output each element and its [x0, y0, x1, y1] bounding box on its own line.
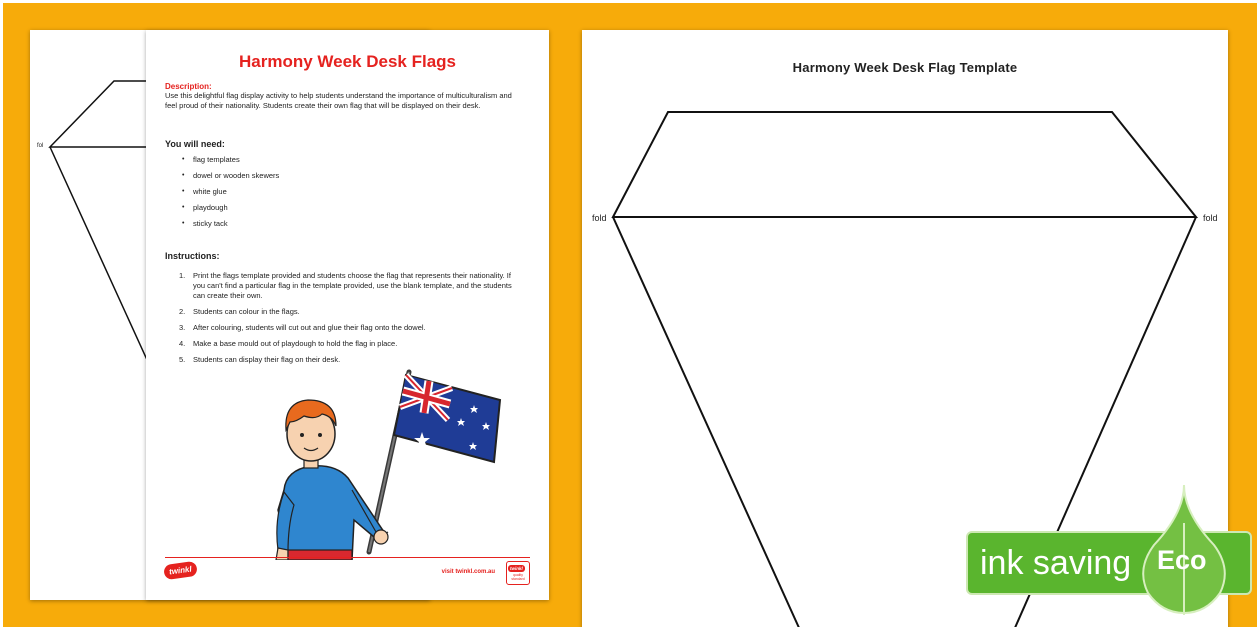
- fold-label-left: fold: [592, 213, 607, 223]
- list-item: • flag templates: [176, 155, 279, 171]
- you-will-need-label: You will need:: [165, 139, 225, 149]
- instructions-list: [165, 271, 525, 371]
- list-item: • white glue: [176, 187, 279, 203]
- list-item: [165, 339, 525, 349]
- list-item: • dowel or wooden skewers: [176, 171, 279, 187]
- list-item: [165, 307, 525, 317]
- list-item: [165, 271, 525, 301]
- ink-saving-text: ink saving: [980, 544, 1132, 582]
- list-item: • sticky tack: [176, 219, 279, 235]
- step-text: Make a base mould out of playdough to hold the flag in place.: [193, 339, 398, 348]
- supplies-list: [176, 155, 279, 235]
- list-item: • playdough: [176, 203, 279, 219]
- badge-text: quality standard: [511, 573, 525, 581]
- quality-badge: [506, 561, 530, 585]
- fold-label: fol: [37, 143, 44, 149]
- instruction-page: [146, 30, 549, 600]
- step-number: 2.: [179, 307, 186, 316]
- step-number: 4.: [179, 339, 186, 348]
- step-text: After colouring, students will cut out and glue their flag onto the dowel.: [193, 323, 426, 332]
- step-number: 1.: [179, 271, 186, 280]
- twinkl-logo: twinkl: [163, 561, 197, 580]
- eco-label: Eco: [1157, 545, 1207, 575]
- instructions-label: Instructions:: [165, 251, 220, 261]
- step-text: Students can display their flag on their desk.: [193, 355, 341, 364]
- document-title: Harmony Week Desk Flags: [239, 52, 456, 71]
- step-text: Print the flags template provided and students choose the flag that represents their nationality. If you can't find a particular flag in the template provided, use the blank template, and the students can create their own.: [193, 271, 512, 300]
- step-text: Students can colour in the flags.: [193, 307, 300, 316]
- description-text: Use this delightful flag display activity to help students understand the importance of multiculturalism and feel proud of their nationality. Students create their own flag that will be displayed on their desk.: [165, 91, 512, 110]
- footer-divider: [165, 557, 530, 558]
- boy-with-flag-illustration: [256, 360, 506, 560]
- badge-logo: twinkl: [510, 566, 523, 571]
- description-label: Description:: [165, 82, 212, 91]
- step-number: 5.: [179, 355, 186, 364]
- list-item: [165, 323, 525, 333]
- fold-label-right: fold: [1203, 213, 1218, 223]
- footer-url[interactable]: visit twinkl.com.au: [441, 569, 495, 575]
- template-title: Harmony Week Desk Flag Template: [792, 60, 1018, 75]
- australian-flag-icon: [394, 375, 500, 462]
- step-number: 3.: [179, 323, 186, 332]
